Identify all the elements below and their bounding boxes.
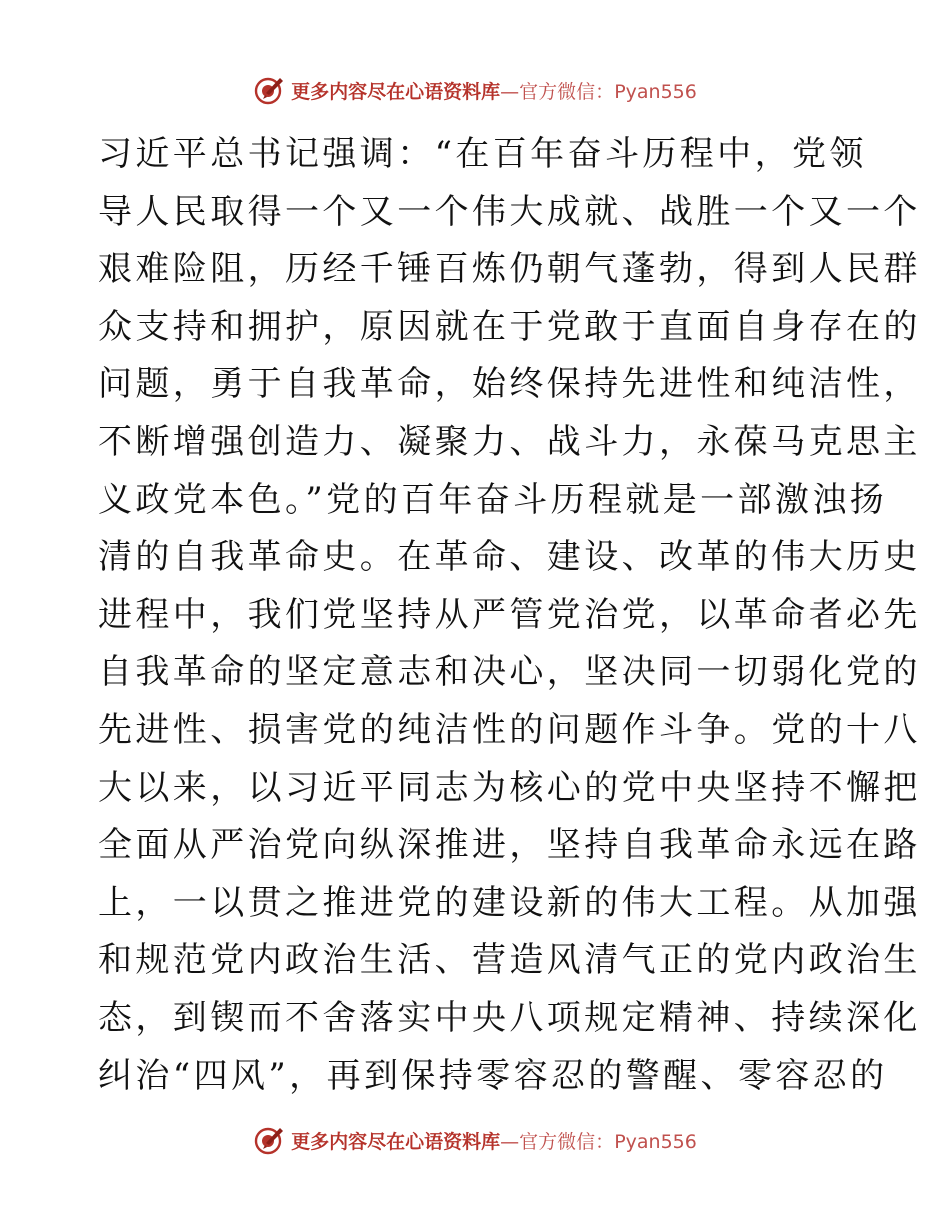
text-line: 众支持和拥护，原因就在于党敢于直面自身存在的 [98, 306, 921, 347]
watermark-label-a: 更多内容尽在心语资料库 [291, 1130, 501, 1153]
text-line: 自我革命的坚定意志和决心，坚决同一切弱化党的 [98, 652, 921, 693]
brush-pen-logo-icon [253, 74, 285, 106]
watermark-label-c: Pyan556 [614, 80, 697, 103]
text-line: 问题，勇于自我革命，始终保持先进性和纯洁性， [98, 364, 921, 405]
watermark-label-c: Pyan556 [614, 1130, 697, 1153]
text-line: 清的自我革命史。在革命、建设、改革的伟大历史 [98, 537, 921, 578]
text-line: 纠治“四风”，再到保持零容忍的警醒、零容忍的 [98, 1055, 888, 1096]
footer-watermark [0, 1120, 950, 1160]
text-line: 习近平总书记强调：“在百年奋斗历程中，党领 [98, 134, 867, 174]
watermark-label-b: —官方微信： [500, 1130, 615, 1153]
text-line: 全面从严治党向纵深推进，坚持自我革命永远在路 [98, 825, 921, 866]
text-line: 态，到锲而不舍落实中央八项规定精神、持续深化 [98, 997, 921, 1038]
text-line: 先进性、损害党的纯洁性的问题作斗争。党的十八 [98, 709, 921, 750]
text-line: 大以来，以习近平同志为核心的党中央坚持不懈把 [98, 767, 921, 808]
article-body [98, 126, 921, 1105]
watermark-label-b: —官方微信： [500, 80, 615, 103]
watermark-label-a: 更多内容尽在心语资料库 [291, 80, 501, 103]
text-line: 和规范党内政治生活、营造风清气正的党内政治生 [98, 940, 921, 981]
text-line: 导人民取得一个又一个伟大成就、战胜一个又一个 [98, 191, 921, 232]
brush-pen-logo-icon [253, 1124, 285, 1156]
text-line: 义政党本色。”党的百年奋斗历程就是一部激浊扬 [98, 479, 888, 520]
text-line: 上，一以贯之推进党的建设新的伟大工程。从加强 [98, 882, 921, 923]
watermark-text [291, 77, 697, 104]
text-line: 进程中，我们党坚持从严管党治党，以革命者必先 [98, 594, 921, 635]
text-line: 艰难险阻，历经千锤百炼仍朝气蓬勃，得到人民群 [98, 249, 921, 290]
watermark-text [291, 1127, 697, 1154]
header-watermark [0, 70, 950, 110]
text-line: 不断增强创造力、凝聚力、战斗力，永葆马克思主 [98, 421, 921, 462]
